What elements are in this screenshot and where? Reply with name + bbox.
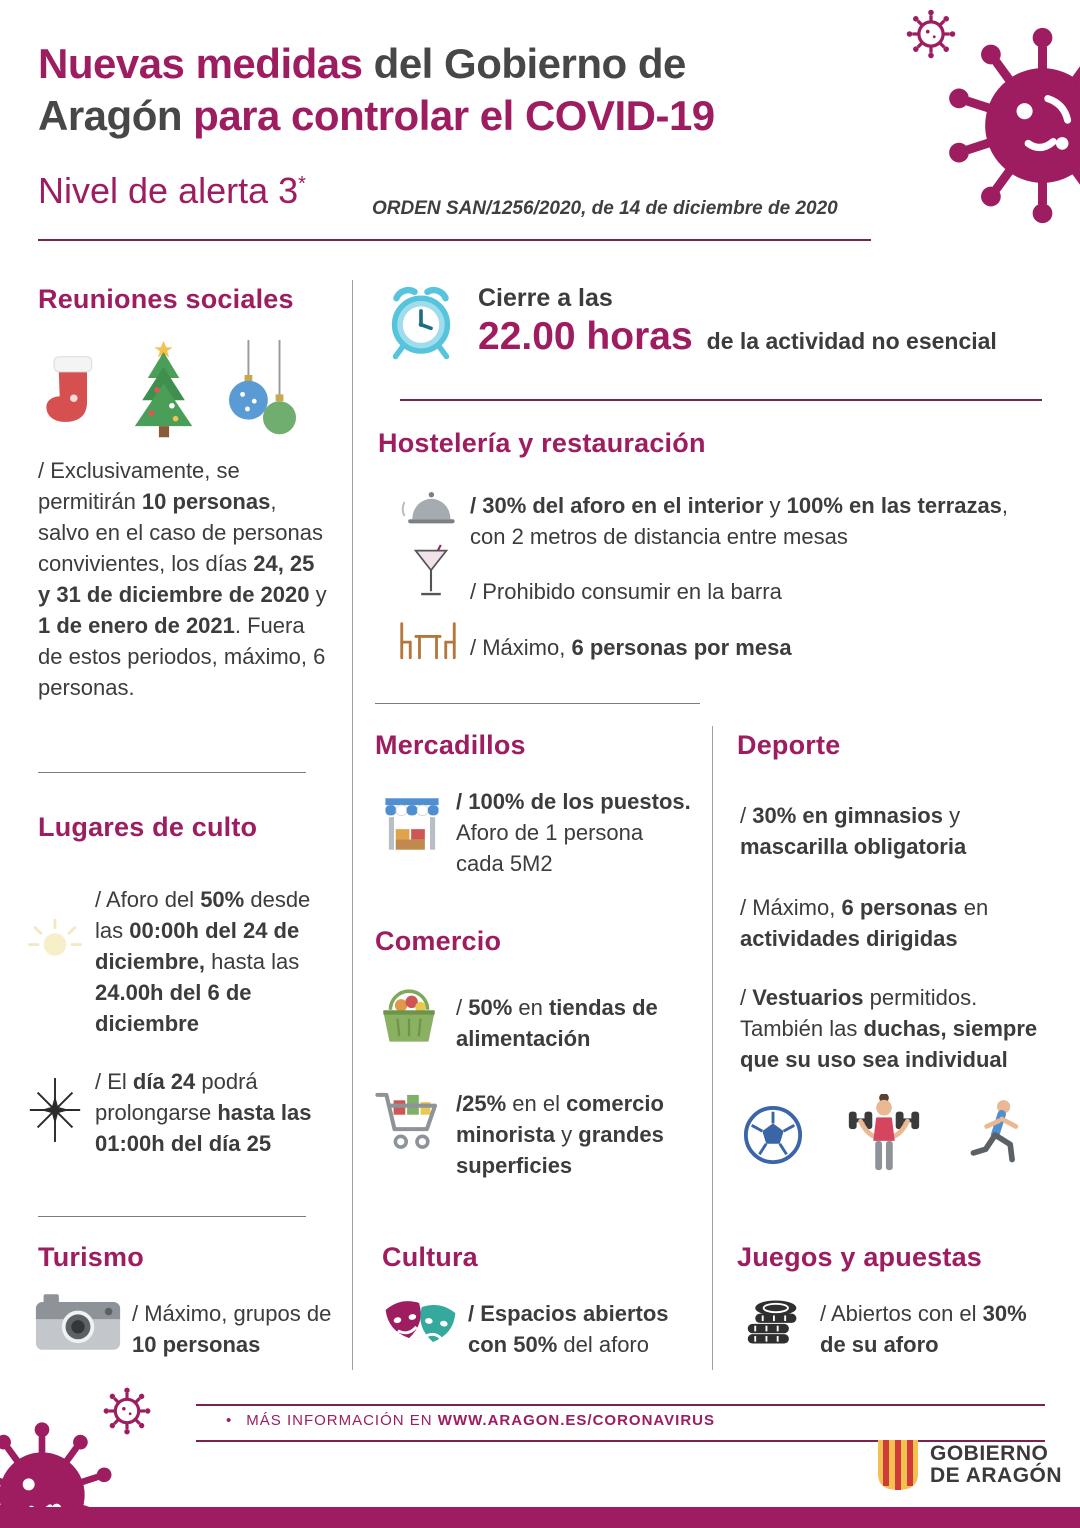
column-divider-left — [352, 280, 353, 1370]
alert-level-text: Nivel de alerta 3 — [38, 170, 299, 211]
christmas-tree-icon — [120, 338, 208, 442]
deporte-item-gimnasios: / 30% en gimnasios y mascarilla obligatoria — [740, 803, 967, 859]
column-divider-right — [712, 726, 713, 1370]
section-heading-lugares-culto: Lugares de culto — [38, 812, 258, 842]
cierre-line — [478, 315, 997, 359]
poker-chips-icon — [744, 1292, 802, 1352]
header-divider — [38, 239, 871, 241]
deporte-item-actividades: / Máximo, 6 personas en actividades dirigidas — [740, 895, 989, 951]
cloche-icon — [400, 486, 458, 532]
mercadillos-item: / 100% de los puestos. Aforo de 1 persona cada 5M2 — [456, 789, 691, 876]
aragon-shield-icon — [876, 1438, 920, 1492]
stocking-icon — [38, 346, 104, 442]
runner-icon — [964, 1096, 1030, 1174]
hosteleria-item-barra: / Prohibido consumir en la barra — [470, 579, 782, 604]
bullet-icon: • — [226, 1412, 233, 1429]
section-heading-comercio: Comercio — [375, 926, 502, 956]
cierre-block — [478, 284, 997, 359]
order-reference: ORDEN SAN/1256/2020, de 14 de diciembre de 2020 — [372, 198, 838, 219]
sun-icon — [22, 910, 88, 964]
alarm-clock-icon — [380, 280, 462, 362]
title-accent-2: para controlar el COVID-19 — [193, 92, 715, 139]
cierre-intro: Cierre a las — [478, 284, 613, 312]
dumbbell-woman-icon — [846, 1094, 922, 1176]
turismo-item: / Máximo, grupos de 10 personas — [132, 1301, 332, 1357]
title-rest-1: del Gobierno de — [362, 40, 686, 87]
section-heading-turismo: Turismo — [38, 1242, 144, 1272]
left-divider-2 — [38, 1216, 306, 1217]
virus-icon — [935, 18, 1080, 233]
soccer-ball-icon — [742, 1104, 804, 1166]
cierre-suffix: de la actividad no esencial — [706, 328, 997, 354]
section-heading-juegos: Juegos y apuestas — [737, 1242, 983, 1272]
market-stall-icon — [382, 792, 442, 856]
section-heading-mercadillos: Mercadillos — [375, 730, 526, 760]
hosteleria-item-mesa: / Máximo, 6 personas por mesa — [470, 635, 792, 660]
juegos-item: / Abiertos con el 30% de su aforo — [820, 1301, 1027, 1357]
table-chairs-icon — [396, 618, 460, 662]
sport-icons — [742, 1094, 1030, 1176]
logo-text — [930, 1443, 1062, 1487]
cultura-item: / Espacios abiertos con 50% del aforo — [468, 1301, 669, 1357]
cierre-divider — [400, 399, 1042, 401]
deporte-item-vestuarios: / Vestuarios permitidos. También las duchas, siempre que su uso sea individual — [740, 985, 1038, 1072]
footer-divider-top — [196, 1404, 1045, 1406]
shopping-cart-icon — [372, 1086, 444, 1156]
alert-asterisk: * — [298, 173, 306, 195]
section-heading-reuniones: Reuniones sociales — [38, 284, 294, 314]
logo-line-2: DE ARAGÓN — [930, 1464, 1063, 1487]
culto-item-dia24: / El día 24 podrá prolongarse hasta las 01:00h del día 25 — [95, 1069, 312, 1156]
section-heading-cultura: Cultura — [382, 1242, 478, 1272]
alert-level — [38, 170, 306, 212]
grocery-basket-icon — [378, 986, 440, 1046]
section-heading-hosteleria: Hostelería y restauración — [378, 428, 706, 458]
cierre-time: 22.00 horas — [478, 315, 693, 358]
comercio-item-alimentacion: / 50% en tiendas de alimentación — [456, 995, 658, 1051]
section-heading-deporte: Deporte — [737, 730, 841, 760]
culto-item-aforo: / Aforo del 50% desde las 00:00h del 24 de diciembre, hasta las 24.00h del 6 de diciembre — [95, 887, 311, 1036]
gobierno-aragon-logo — [876, 1438, 1062, 1492]
left-divider-1 — [38, 772, 306, 773]
theater-masks-icon — [382, 1294, 458, 1358]
middle-divider — [375, 703, 700, 704]
title-accent-1: Nuevas medidas — [38, 40, 363, 87]
comercio-item-minorista: /25% en el comercio minorista y grandes superficies — [456, 1091, 664, 1178]
title-rest-2: Aragón — [38, 92, 194, 139]
camera-icon — [34, 1292, 122, 1354]
page-title — [38, 38, 715, 142]
reuniones-body-text: / Exclusivamente, se permitirán 10 personas, salvo en el caso de personas convivientes, los días 24, 25 y 31 de diciembre de 2020 y 1 de enero de 2021. Fuera de estos periodos, máximo, 6 personas. — [38, 458, 327, 700]
footer-info-text: MÁS INFORMACIÓN EN WWW.ARAGON.ES/CORONAVIRUS — [246, 1412, 715, 1429]
christmas-icons — [38, 332, 308, 442]
star-icon — [24, 1076, 86, 1144]
ornaments-icon — [224, 340, 302, 442]
cocktail-icon — [410, 540, 452, 604]
bottom-accent-bar — [0, 1507, 1080, 1528]
hosteleria-item-aforo: / 30% del aforo en el interior y 100% en las terrazas, con 2 metros de distancia entre mesas — [470, 493, 1009, 549]
footer-info — [226, 1412, 715, 1429]
logo-line-1: GOBIERNO — [930, 1442, 1049, 1465]
